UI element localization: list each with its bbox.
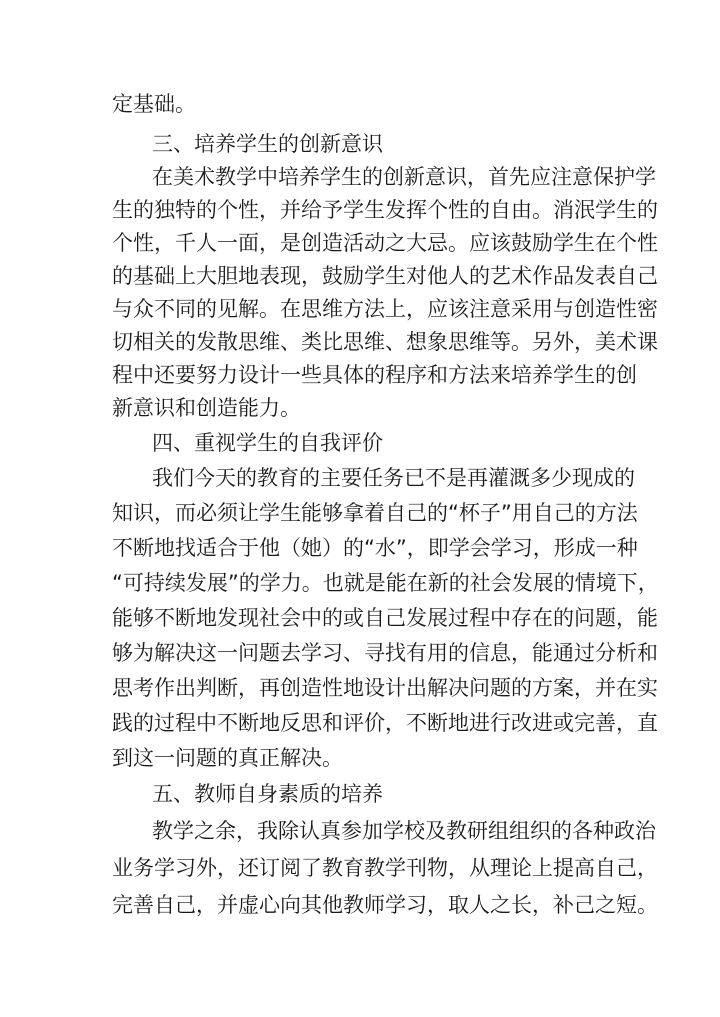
paragraph-line: 够为解决这一问题去学习、寻找有用的信息，能通过分析和	[112, 641, 658, 665]
paragraph-line: 到这一问题的真正解决。	[112, 746, 343, 770]
paragraph-line: 与众不同的见解。在思维方法上，应该注意采用与创造性密	[112, 297, 658, 321]
section-heading: 五、教师自身素质的培养	[152, 782, 383, 806]
paragraph-line: 定基础。	[112, 92, 196, 116]
paragraph-line: 我们今天的教育的主要任务已不是再灌溉多少现成的	[152, 466, 635, 490]
paragraph-line: 业务学习外，还订阅了教育教学刊物，从理论上提高自己，	[112, 856, 658, 880]
paragraph-line: 不断地找适合于他（她）的“水”，即学会学习，形成一种	[112, 536, 638, 560]
section-heading: 三、培养学生的创新意识	[152, 132, 383, 156]
section-heading: 四、重视学生的自我评价	[152, 431, 383, 455]
paragraph-line: 知识，而必须让学生能够拿着自己的“杯子”用自己的方法	[112, 501, 638, 525]
paragraph-line: 教学之余，我除认真参加学校及教研组组织的各种政治	[152, 819, 656, 843]
paragraph-line: 思考作出判断，再创造性地设计出解决问题的方案，并在实	[112, 676, 658, 700]
paragraph-line: 完善自己，并虚心向其他教师学习，取人之长，补己之短。	[112, 893, 658, 917]
paragraph-line: 的基础上大胆地表现，鼓励学生对他人的艺术作品发表自己	[112, 264, 658, 288]
paragraph-line: 践的过程中不断地反思和评价，不断地进行改进或完善，直	[112, 711, 658, 735]
paragraph-line: “可持续发展”的学力。也就是能在新的社会发展的情境下，	[112, 571, 659, 595]
paragraph-line: 在美术教学中培养学生的创新意识，首先应注意保护学	[152, 165, 656, 189]
paragraph-line: 程中还要努力设计一些具体的程序和方法来培养学生的创	[112, 363, 637, 387]
paragraph-line: 个性，千人一面，是创造活动之大忌。应该鼓励学生在个性	[112, 231, 658, 255]
paragraph-line: 生的独特的个性，并给予学生发挥个性的自由。消泯学生的	[112, 198, 658, 222]
paragraph-line: 能够不断地发现社会中的或自己发展过程中存在的问题，能	[112, 606, 658, 630]
paragraph-line: 新意识和创造能力。	[112, 396, 301, 420]
paragraph-line: 切相关的发散思维、类比思维、想象思维等。另外，美术课	[112, 330, 658, 354]
